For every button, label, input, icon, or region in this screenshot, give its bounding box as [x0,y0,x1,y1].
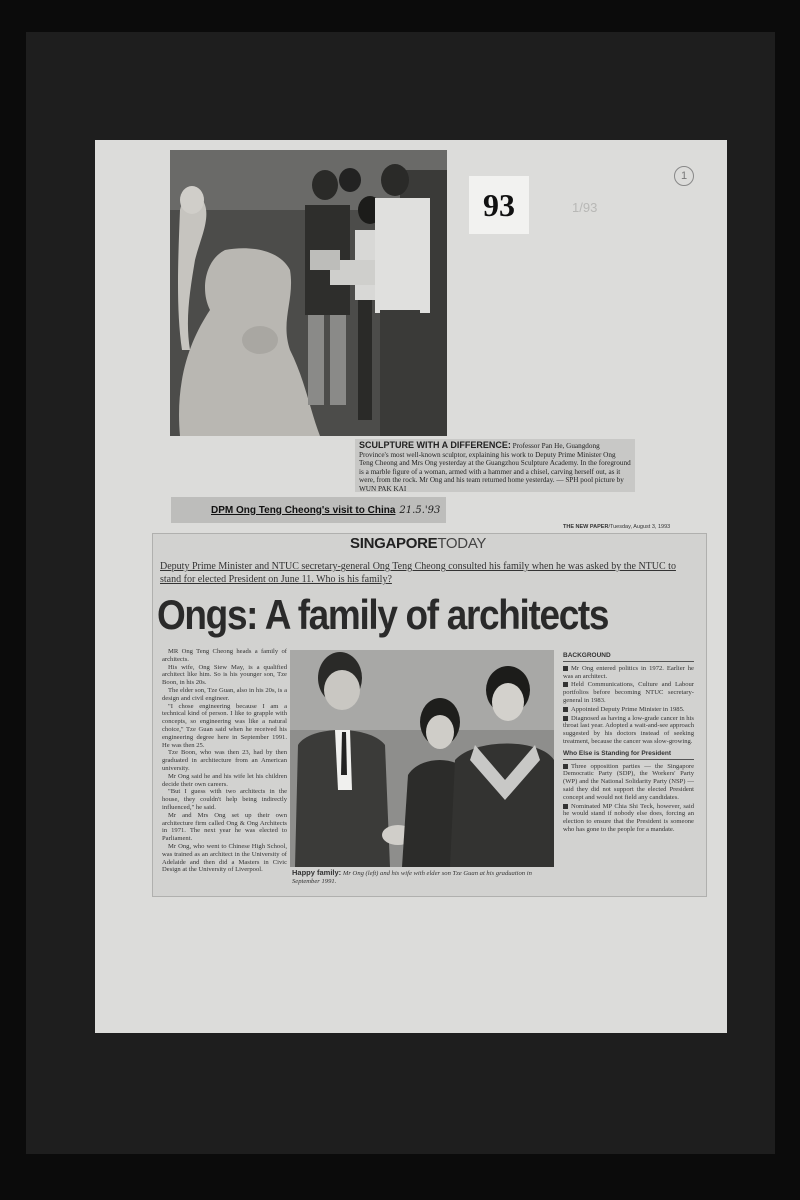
family-photo [290,650,554,867]
body-paragraph: Mr Ong said he and his wife let his children decide their own careers. [162,772,287,788]
caption-credit: SPH pool picture by WUN PAK KAI [359,476,624,492]
brand-light: TODAY [437,535,487,552]
family-photo-caption [292,869,554,886]
caption-text: Professor Pan He, Guangdong Province's most well-known sculptor, explaining his work to Deputy Prime Minister Ong Teng Cheong and Mrs Ong yesterday at the Guangzhou Sculpture Academy. In the foreground is a marble figure of a woman, armed with a hammer and a chisel, carving herself out, as it were, from the rock. Mr Ong and his team returned home yesterday. — [359,442,631,485]
visit-label-title: DPM Ong Teng Cheong's visit to China [211,504,396,516]
body-paragraph: MR Ong Teng Cheong heads a family of architects. [162,648,287,663]
brand-bold: SINGAPORE [350,535,438,552]
background-sidebar [563,652,694,835]
body-paragraph: Tze Boon, who was then 23, had by then graduated in architecture from an American university. [162,749,287,772]
sculpture-caption [355,439,635,492]
bullet-square-icon [563,716,568,721]
others-item: Three opposition parties — the Singapore Democratic Party (SDP), the Workers' Party (WP) and the National Solidarity Party (NSP) — said they did not support the elected President concept and would not field any candidates. [563,762,694,801]
article-body [162,648,287,874]
background-item: Diagnosed as having a low-grade cancer in his throat last year. Adopted a wait-and-see approach suggested by his doctors instead of seeking treatment, because the cancer was slow-growing. [563,714,694,745]
deck-text: Deputy Prime Minister and NTUC secretary-general Ong Teng Cheong consulted his family when he was asked by the NTUC to stand for elected President on June 11. Who is his family? [160,561,676,585]
body-paragraph: His wife, Ong Siew May, is a qualified architect like him. So is his younger son, Tze Boon, in his 20s. [162,663,287,687]
handwritten-date: 21.5.'93 [399,504,441,516]
background-heading: BACKGROUND [563,652,694,662]
body-paragraph: Mr Ong, who went to Chinese High School, was trained as an architect in the University of Adelaide and then did a Masters in Civic Design at the University of Liverpool. [162,842,287,874]
article-deck [160,560,680,586]
section-brand [350,535,486,552]
dateline-paper: THE NEW PAPER [563,524,609,530]
dateline-date: /Tuesday, August 3, 1993 [608,524,671,530]
background-item: Held Communications, Culture and Labour portfolios before becoming NTUC secretary-general in 1983. [563,681,694,704]
article-headline: Ongs: A family of architects [157,591,609,638]
faint-pencil-mark: 1/93 [572,200,598,215]
corner-circle-number: 1 [674,166,694,186]
body-paragraph: "But I guess with two architects in the house, they couldn't help being indirectly influenced," he said. [162,788,287,811]
background-item: Mr Ong entered politics in 1972. Earlier he was an architect. [563,664,694,680]
bullet-square-icon [563,666,568,671]
others-item: Nominated MP Chia Shi Teck, however, said he would stand if nobody else does, forcing an election to ensure that the President is someone who has gone to the people for a mandate. [563,802,694,833]
family-caption-title: Happy family: [292,868,342,877]
page-number-box: 93 [469,176,529,234]
body-paragraph: Mr and Mrs Ong set up their own architecture firm called Ong & Ong Architects in 1971. The next year he was elected to Parliament. [162,811,287,843]
background-item: Appointed Deputy Prime Minister in 1985. [563,706,694,714]
bullet-square-icon [563,707,568,712]
bullet-square-icon [563,764,568,769]
body-paragraph: "I chose engineering because I am a technical kind of person. I like to grapple with concepts, so engineering was like a natural choice," Tze Guan said when he received his engineering degree here in September 1991. He was then 25. [162,702,287,749]
bullet-square-icon [563,804,568,809]
sculpture-photo [170,150,447,436]
body-paragraph: The elder son, Tze Guan, also in his 20s, is a design and civil engineer. [162,686,287,702]
bullet-square-icon [563,682,568,687]
caption-title: SCULPTURE WITH A DIFFERENCE: [359,440,511,450]
others-heading: Who Else is Standing for President [563,750,694,760]
family-caption-text: Mr Ong (left) and his wife with elder son Tze Guan at his graduation in September 1991. [292,870,532,885]
visit-label-bar [171,497,446,523]
dateline [563,524,670,530]
